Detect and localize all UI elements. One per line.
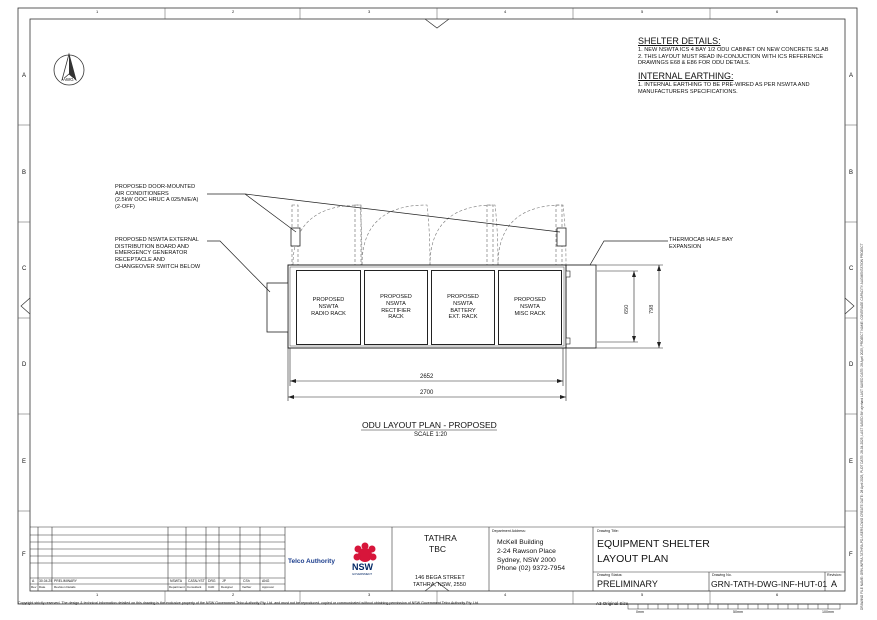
scale-label-100: 100mm (822, 610, 834, 614)
callout-line: THERMOCAB HALF BAY (669, 237, 733, 243)
grid-row-label: A (22, 73, 27, 79)
dimension-outer-width: 2700 (420, 390, 434, 396)
nsw-waratah-icon (354, 543, 377, 563)
telco-authority-logo: Telco Authority (288, 558, 335, 565)
grid-column-label: 5 (641, 592, 644, 597)
rack-label-line: NSWTA (453, 300, 473, 307)
callout-line: PROPOSED DOOR-MOUNTED (115, 184, 196, 190)
radio-rack (296, 270, 361, 345)
rev-header: Revision Details (54, 585, 76, 589)
note-line: 2. THIS LAYOUT MUST READ IN-CONJUCTION WITH ICS REFERENCE (638, 53, 824, 60)
drawing-file-info: DRAWING FILE NAME: GRN-INFRA-TATHRA-PD-USERS-DWG CREATE DATE: 28 April 2025, PLOT DATE: 28-04-2025, LAST SAVED BY: ajerhard LAST SAVED DATE: 28 April 2025, PROJECT NAME: COVERAGE CAPACITY AUGMENTATION PROJECT (860, 243, 864, 610)
address-line: Phone (02) 9372-7954 (497, 565, 566, 573)
address-line: Sydney, NSW 2000 (497, 556, 556, 564)
callout-line: (2.5kW OOC HRUC A 025/N/E/A) (115, 197, 199, 204)
grid-column-label: 6 (776, 9, 779, 14)
grid-column-label: 6 (776, 592, 779, 597)
battery-rack (431, 270, 495, 345)
rev-approved-cell: ANG (262, 579, 270, 583)
rack-label-line: NSWTA (386, 300, 406, 307)
rev-extra-cell: CSh (243, 579, 250, 583)
plan-title: ODU LAYOUT PLAN - PROPOSED (362, 420, 497, 430)
rack-label-line: PROPOSED (447, 293, 479, 300)
distribution-board-callout (115, 237, 200, 271)
grid-column-label: 3 (368, 592, 371, 597)
rev-header: Department (169, 585, 185, 589)
drawing-title-line2: LAYOUT PLAN (597, 553, 669, 565)
rev-designer-cell: DRG (208, 579, 216, 583)
copyright-notice: Copyright strictly reserved. The design & technical information detailed on this drawing is the exclusive property of the NSW Government Telco Authority Pty. Ltd. and must not be reproduced, copied or communicated without obtaining permission of NSW Government Telco Authority Pty. Ltd. (18, 601, 480, 605)
rack-label-line: RADIO RACK (311, 310, 346, 317)
grid-row-label: F (22, 552, 26, 558)
rectifier-rack (364, 270, 428, 345)
callout-line: EMERGENCY GENERATOR (115, 250, 188, 257)
rack-label-line: BATTERY (450, 307, 476, 314)
dimension-inner-width: 2652 (420, 374, 434, 380)
site-id: TBC (429, 544, 446, 554)
drawing-number-label: Drawing No. (712, 573, 732, 577)
drawing-status: PRELIMINARY (597, 579, 658, 589)
note-line: MANUFACTURERS SPECIFICATIONS. (638, 88, 738, 95)
aircon-callout (115, 184, 198, 211)
rev-drawn-cell: NSWTA (170, 579, 182, 583)
grid-row-label: F (849, 552, 853, 558)
grid-row-label: D (22, 362, 27, 368)
note-line: DRAWINGS E68 & E86 FOR ODU DETAILS. (638, 60, 751, 67)
plan-scale: SCALE 1:20 (414, 432, 448, 438)
dimension-depth-outer: 798 (649, 304, 655, 314)
rev-header: Rev (31, 585, 37, 589)
drawing-status-label: Drawing Status: (597, 573, 623, 577)
rev-header: Consultant (187, 585, 202, 589)
grid-column-label: 4 (504, 592, 507, 597)
shelter-details-heading: SHELTER DETAILS: (638, 36, 721, 46)
grid-row-label: C (22, 266, 27, 272)
drawing-title-line1: EQUIPMENT SHELTER (597, 538, 710, 550)
note-line: 1. INTERNAL EARTHING TO BE PRE-WIRED AS PER NSWTA AND (638, 81, 810, 88)
grid-row-label: B (849, 170, 854, 176)
address-line: McKell Building (497, 539, 544, 546)
misc-rack (498, 270, 562, 345)
revision-label: Revision: (827, 573, 842, 577)
grid-column-label: 2 (232, 592, 235, 597)
callout-line: DISTRIBUTION BOARD AND (115, 243, 189, 250)
callout-line: PROPOSED NSWTA EXTERNAL (115, 237, 199, 243)
nsw-logo-subtext: GOVERNMENT (352, 572, 373, 576)
scale-label-50: 50mm (733, 610, 743, 614)
rack-label-line: NSWTA (520, 304, 540, 310)
rev-verified-cell: JP (222, 579, 226, 583)
callout-line: (2-OFF) (115, 204, 135, 211)
grid-column-label: 5 (641, 9, 644, 14)
logo-text: AWG (63, 77, 74, 82)
site-address-line: 146 BEGA STREET (415, 575, 465, 581)
grid-row-label: A (849, 73, 854, 79)
site-name: TATHRA (424, 533, 457, 543)
rev-checked-cell: CATALYST (188, 579, 205, 583)
rack-label-line: PROPOSED (312, 297, 345, 304)
grid-row-label: E (849, 459, 854, 465)
rev-header: Verifier (242, 585, 252, 589)
rack-label-line: RACK (388, 314, 404, 321)
grid-row-label: D (849, 362, 854, 368)
rev-header: Approver (262, 585, 275, 589)
callout-line: EXPANSION (669, 243, 702, 250)
grid-row-label: C (849, 266, 854, 272)
internal-earthing-heading: INTERNAL EARTHING: (638, 71, 734, 81)
scale-bar (628, 604, 840, 609)
callout-line: AIR CONDITIONERS (115, 190, 169, 197)
rev-details-cell: PRELIMINARY (54, 579, 77, 583)
site-address-line: TATHRA, NSW, 2550 (413, 582, 466, 588)
rack-label-line: EXT. RACK (448, 314, 478, 321)
callout-line: RECEPTACLE AND (115, 257, 165, 264)
department-label: Department Address: (492, 529, 526, 533)
dimension-depth-inner: 650 (624, 304, 630, 314)
grid-column-label: 1 (96, 9, 99, 14)
rev-date-cell: 30.04.25 (39, 579, 53, 583)
drawing-title-label: Drawing Title: (597, 529, 619, 533)
grid-column-label: 2 (232, 9, 235, 14)
thermocab-callout (669, 237, 733, 250)
nsw-logo-text: NSW (352, 562, 373, 572)
grid-row-label: B (22, 170, 27, 176)
grid-row-label: E (22, 459, 27, 465)
rev-header: Designer (221, 585, 234, 589)
rack-label-line: PROPOSED (380, 293, 412, 300)
shelter-details-notes (638, 37, 828, 95)
rev-cell: A (32, 579, 35, 583)
a3-size-label: A3 Original Size (596, 601, 629, 606)
rack-label-line: NSWTA (318, 304, 339, 310)
rack-label-line: PROPOSED (514, 297, 546, 304)
grid-column-label: 3 (368, 9, 371, 14)
rev-header: Date (39, 585, 46, 589)
callout-line: CHANGEOVER SWITCH BELOW (115, 263, 201, 270)
scale-label-0: 0mm (636, 610, 644, 614)
rack-label-line: RECTIFIER (381, 307, 411, 314)
rev-header: CAD (208, 585, 215, 589)
rack-label-line: MISC RACK (514, 310, 546, 317)
note-line: 1. NEW NSWTA ICS 4 BAY 1/2 ODU CABINET ON NEW CONCRETE SLAB (638, 46, 829, 53)
address-line: 2-24 Rawson Place (497, 547, 556, 555)
grid-column-label: 1 (96, 592, 99, 597)
grid-column-label: 4 (504, 9, 507, 14)
revision-value: A (831, 579, 838, 589)
drawing-number: GRN-TATH-DWG-INF-HUT-01 (711, 579, 828, 589)
department-address (497, 539, 565, 574)
